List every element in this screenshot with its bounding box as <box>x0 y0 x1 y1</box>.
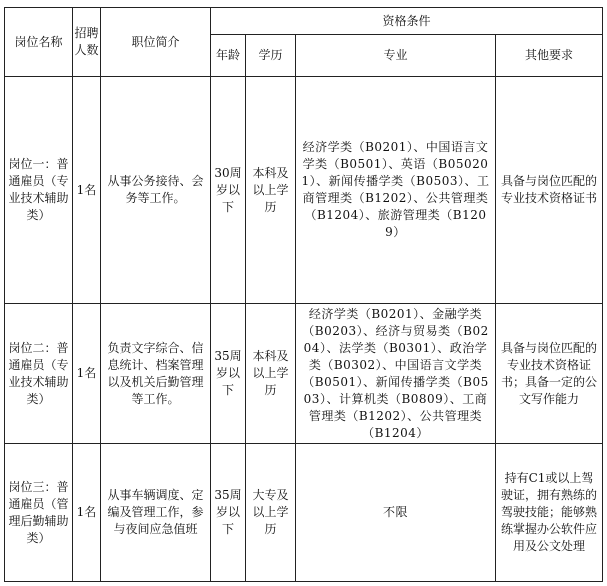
header-education: 学历 <box>246 35 296 77</box>
headcount-cell: 1名 <box>73 444 101 582</box>
header-major: 专业 <box>296 35 496 77</box>
education-cell: 本科及以上学历 <box>246 77 296 304</box>
post-name-cell: 岗位三：普通雇员（管理后勤辅助类） <box>5 444 73 582</box>
header-other: 其他要求 <box>496 35 603 77</box>
table-row <box>5 444 603 582</box>
header-post-name: 岗位名称 <box>5 8 73 77</box>
age-cell: 30周岁以下 <box>211 77 246 304</box>
header-headcount: 招聘人数 <box>73 8 101 77</box>
other-cell: 具备与岗位匹配的专业技术资格证书 <box>496 77 603 304</box>
recruitment-table <box>4 7 603 582</box>
description-cell: 从事公务接待、会务等工作。 <box>101 77 211 304</box>
major-cell: 不限 <box>296 444 496 582</box>
other-cell: 具备与岗位匹配的专业技术资格证书；具备一定的公文写作能力 <box>496 304 603 444</box>
header-age: 年龄 <box>211 35 246 77</box>
major-cell: 经济学类（B0201）、中国语言文学类（B0501）、英语（B050201）、新闻传播学类（B0503）、工商管理类（B1202）、公共管理类（B1204）、旅游管理类（B1209） <box>296 77 496 304</box>
other-cell: 持有C1或以上驾驶证，拥有熟练的驾驶技能；能够熟练掌握办公软件应用及公文处理 <box>496 444 603 582</box>
education-cell: 大专及以上学历 <box>246 444 296 582</box>
table-row <box>5 304 603 444</box>
major-cell: 经济学类（B0201）、金融学类（B0203）、经济与贸易类（B0204）、法学类（B0301）、政治学类（B0302）、中国语言文学类（B0501）、新闻传播学类（B0503）、计算机类（B0809）、工商管理类（B1202）、公共管理类（B1204） <box>296 304 496 444</box>
age-cell: 35周岁以下 <box>211 444 246 582</box>
header-qualifications: 资格条件 <box>211 8 603 35</box>
description-cell: 负责文字综合、信息统计、档案管理以及机关后勤管理等工作。 <box>101 304 211 444</box>
header-description: 职位简介 <box>101 8 211 77</box>
age-cell: 35周岁以下 <box>211 304 246 444</box>
description-cell: 从事车辆调度、定编及管理工作，参与夜间应急值班 <box>101 444 211 582</box>
post-name-cell: 岗位二：普通雇员（专业技术辅助类） <box>5 304 73 444</box>
table-row <box>5 77 603 304</box>
headcount-cell: 1名 <box>73 77 101 304</box>
education-cell: 本科及以上学历 <box>246 304 296 444</box>
post-name-cell: 岗位一：普通雇员（专业技术辅助类） <box>5 77 73 304</box>
headcount-cell: 1名 <box>73 304 101 444</box>
